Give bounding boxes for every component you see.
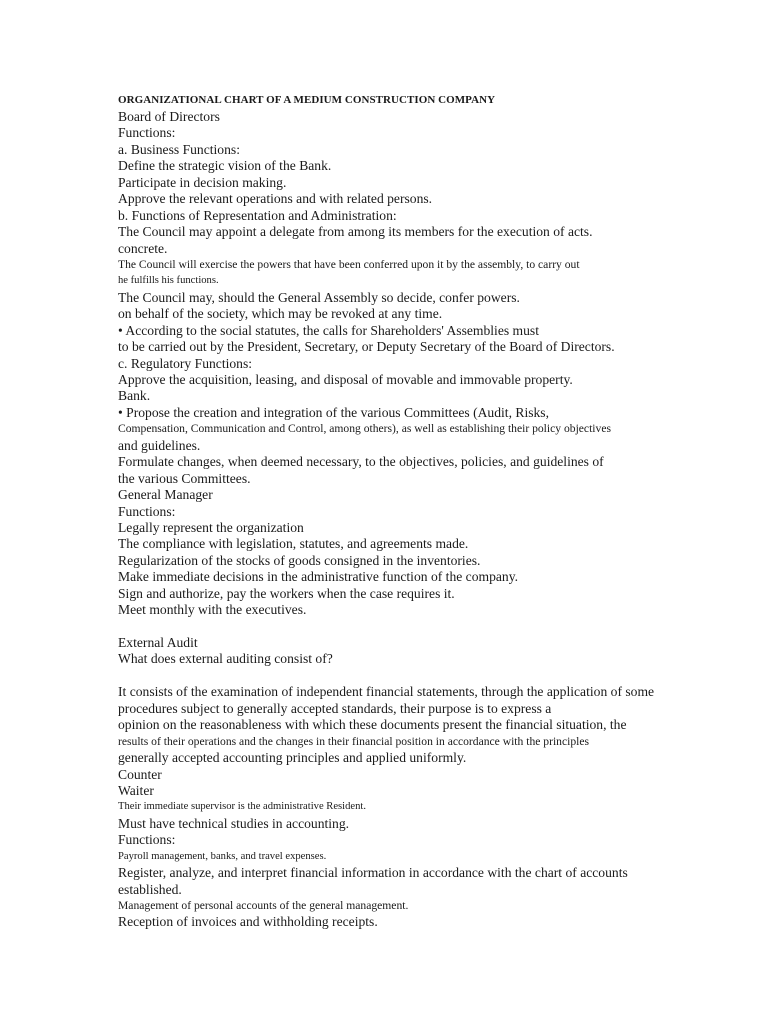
text-line: Regularization of the stocks of goods consigned in the inventories. [118,552,481,568]
document-page [118,91,758,931]
text-line: he fulfills his functions. [118,275,219,287]
text-line: opinion on the reasonableness with which these documents present the financial situation, the [118,717,627,733]
text-line: Sign and authorize, pay the workers when the case requires it. [118,585,455,601]
text-line: to be carried out by the President, Secretary, or Deputy Secretary of the Board of Directors. [118,339,615,355]
text-line: established. [118,881,182,897]
text-line: concrete. [118,240,168,256]
text-line: The Council will exercise the powers that have been conferred upon it by the assembly, to carry out [118,257,580,271]
text-line: Legally represent the organization [118,519,304,535]
text-line: Payroll management, banks, and travel expenses. [118,850,327,862]
text-line: It consists of the examination of independent financial statements, through the application of some [118,684,655,700]
blank-line [118,619,758,635]
text-line: Must have technical studies in accounting. [118,815,350,831]
text-line: What does external auditing consist of? [118,651,333,667]
text-line: the various Committees. [118,470,251,486]
text-line: generally accepted accounting principles and applied uniformly. [118,750,467,766]
text-line: Meet monthly with the executives. [118,602,307,618]
text-line: Bank. [118,388,151,404]
section-heading-waiter: Waiter [118,782,154,798]
subsection-regulatory-functions: c. Regulatory Functions: [118,355,253,371]
text-line: Formulate changes, when deemed necessary, to the objectives, policies, and guidelines of [118,454,604,470]
text-line: Compensation, Communication and Control, among others), as well as establishing their policy objectives [118,422,611,436]
text-line: The Council may, should the General Assembly so decide, confer powers. [118,289,520,305]
text-line: Define the strategic vision of the Bank. [118,158,332,174]
text-line: and guidelines. [118,437,201,453]
bullet-item: • Propose the creation and integration of the various Committees (Audit, Risks, [118,404,549,420]
text-line: results of their operations and the changes in their financial position in accordance with the principles [118,734,590,748]
text-line: Management of personal accounts of the general management. [118,899,409,912]
text-line: Register, analyze, and interpret financial information in accordance with the chart of accounts [118,865,628,881]
text-line: The compliance with legislation, statutes, and agreements made. [118,536,469,552]
blank-line [118,668,758,684]
functions-label: Functions: [118,832,176,848]
section-heading-external-audit: External Audit [118,635,198,650]
text-line: Participate in decision making. [118,174,287,190]
functions-label: Functions: [118,125,176,141]
text-line: Make immediate decisions in the administrative function of the company. [118,569,519,585]
text-line: Their immediate supervisor is the administrative Resident. [118,801,367,813]
document-title: ORGANIZATIONAL CHART OF A MEDIUM CONSTRUCTION COMPANY [118,94,496,106]
text-line: The Council may appoint a delegate from among its members for the execution of acts. [118,224,593,240]
section-heading-board-of-directors: Board of Directors [118,109,220,124]
text-line: Approve the acquisition, leasing, and disposal of movable and immovable property. [118,372,573,387]
functions-label: Functions: [118,503,176,519]
text-line: Reception of invoices and withholding receipts. [118,914,378,930]
subsection-representation-administration: b. Functions of Representation and Administration: [118,207,397,223]
subsection-business-functions: a. Business Functions: [118,141,240,157]
section-heading-general-manager: General Manager [118,487,213,503]
text-line: on behalf of the society, which may be revoked at any time. [118,306,443,322]
text-line: Approve the relevant operations and with related persons. [118,191,433,207]
text-line: procedures subject to generally accepted standards, their purpose is to express a [118,700,552,716]
bullet-item: • According to the social statutes, the calls for Shareholders' Assemblies must [118,322,539,338]
section-heading-counter: Counter [118,766,162,782]
